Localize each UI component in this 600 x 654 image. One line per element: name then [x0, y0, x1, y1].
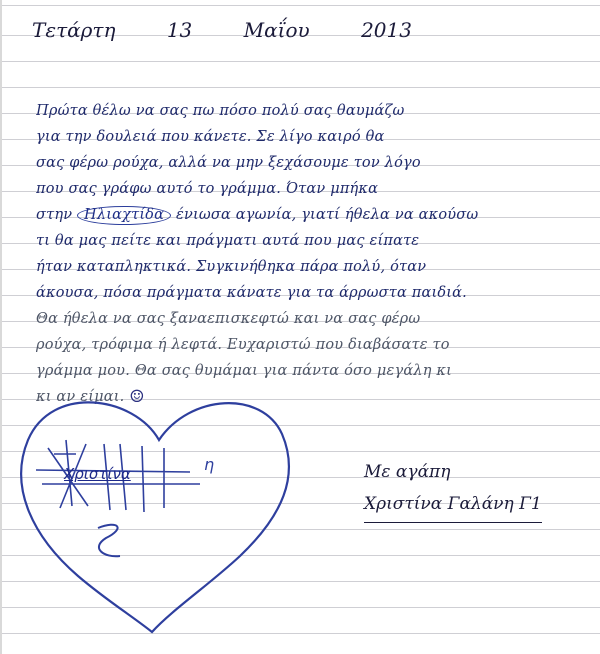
smiley-icon: ☺ [129, 387, 145, 407]
date-weekday: Τετάρτη [32, 18, 116, 42]
date-year: 2013 [361, 18, 412, 42]
signature-block [364, 456, 542, 523]
date-month: Μαΐου [243, 18, 310, 42]
letter-body [36, 98, 588, 410]
heart-drawing [14, 388, 304, 638]
letter-text: στην [36, 207, 73, 223]
letter-text: κι αν είμαι. [36, 389, 125, 405]
date-day: 13 [166, 18, 193, 42]
letter-line: για την δουλειά που κάνετε. Σε λίγο καιρό θα [36, 129, 385, 145]
letter-line: ήταν καταπληκτικά. Συγκινήθηκα πάρα πολύ, όταν [36, 259, 427, 275]
letter-line [36, 202, 588, 228]
letter-line: που σας γράφω αυτό το γράμμα. Όταν μπήκα [36, 181, 379, 197]
letter-line: γράμμα μου. Θα σας θυμάμαι για πάντα όσο μεγάλη κι [36, 363, 453, 379]
circled-word: Ηλιαχτίδα [77, 206, 171, 225]
letter-line: τι θα μας πείτε και πράγματι αυτά που μας είπατε [36, 233, 420, 249]
heart-name: Χριστίνα [64, 465, 131, 483]
letter-text: ένιωσα αγωνία, γιατί ήθελα να ακούσω [176, 207, 479, 223]
heart-outline [21, 402, 289, 632]
letter-date [32, 18, 412, 42]
letter-line: Πρώτα θέλω να σας πω πόσο πολύ σας θαυμάζω [36, 103, 405, 119]
heart-zeta-stroke [98, 525, 120, 557]
letter-line: σας φέρω ρούχα, αλλά να μην ξεχάσουμε τον λόγο [36, 155, 421, 171]
signature-greeting: Με αγάπη [364, 462, 451, 482]
letter-line: άκουσα, πόσα πράγματα κάνατε για τα άρρωστα παιδιά. [36, 285, 467, 301]
letter-line: Θα ήθελα να σας ξαναεπισκεφτώ και να σας φέρω [36, 311, 421, 327]
heart-letter: η [204, 455, 215, 474]
letter-line: ρούχα, τρόφιμα ή λεφτά. Ευχαριστώ που διαβάσατε το [36, 337, 450, 353]
signature-name: Χριστίνα Γαλάνη Γ1 [364, 488, 542, 523]
